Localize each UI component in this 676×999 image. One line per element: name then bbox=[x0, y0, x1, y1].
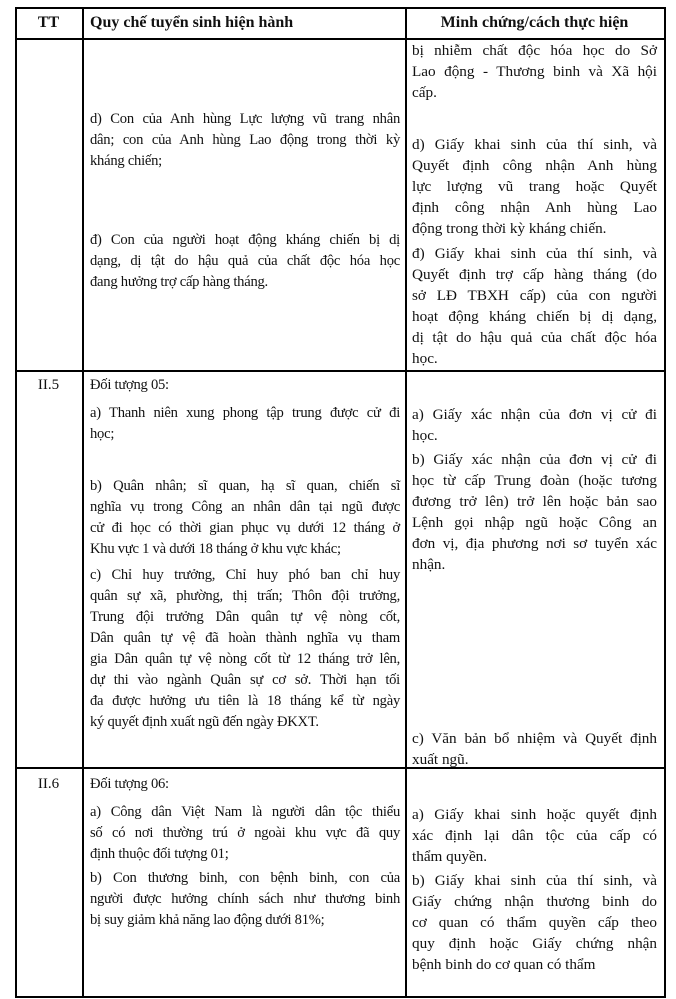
text-line: đ) Giấy khai sinh của thí sinh, và bbox=[412, 245, 657, 262]
regulation-paragraph bbox=[90, 774, 400, 795]
text-line: hoạt động kháng chiến bị dị dạng, bbox=[412, 308, 657, 325]
text-line: sở LĐ TBXH cấp) của con người bbox=[412, 287, 657, 304]
text-line: bệnh binh do cơ quan có thẩm bbox=[412, 956, 596, 973]
text-line: a) Công dân Việt Nam là người dân tộc thiểu bbox=[90, 804, 400, 820]
text-line: bị nhiễm chất độc hóa học do Sở bbox=[412, 42, 657, 59]
text-line: học từ cấp Trung đoàn (hoặc tương bbox=[412, 472, 657, 489]
text-line: b) Quân nhân; sĩ quan, hạ sĩ quan, chiến sĩ bbox=[90, 478, 400, 494]
text-line: bị suy giảm khả năng lao động dưới 81%; bbox=[90, 912, 325, 928]
table-border-right bbox=[664, 7, 666, 998]
text-line: b) Giấy xác nhận của đơn vị cử đi bbox=[412, 451, 657, 468]
text-line: dạng, dị tật do hậu quả của chất độc hóa học bbox=[90, 253, 400, 269]
text-line: cấp. bbox=[412, 84, 437, 101]
text-line: dị tật do hậu quả của chất độc hóa bbox=[412, 329, 657, 346]
regulation-paragraph bbox=[90, 375, 400, 396]
header-evidence: Minh chứng/cách thực hiện bbox=[440, 14, 629, 31]
evidence-paragraph bbox=[412, 870, 657, 975]
text-line: Đối tượng 05: bbox=[90, 377, 169, 393]
header-regulation: Quy chế tuyển sinh hiện hành bbox=[90, 14, 294, 31]
text-line: số có nơi thường trú ở ngoài khu vực đã quy bbox=[90, 825, 400, 841]
evidence-paragraph bbox=[412, 134, 657, 239]
text-line: Dân quân tự vệ đã hoàn thành nghĩa vụ tham bbox=[90, 630, 400, 646]
regulation-paragraph bbox=[90, 109, 400, 172]
regulation-paragraph bbox=[90, 403, 400, 445]
text-line: cơ quan có thẩm quyền cấp theo bbox=[412, 914, 657, 931]
text-line: ký quyết định xuất ngũ đến ngày ĐKXT. bbox=[90, 714, 319, 730]
text-line: đang hưởng trợ cấp hàng tháng. bbox=[90, 274, 268, 290]
text-line: quân sự xã, phường, thị trấn; Thôn đội trưởng, bbox=[90, 588, 400, 604]
text-line: Lao động - Thương binh và Xã hội bbox=[412, 63, 657, 80]
text-line: d) Giấy khai sinh của thí sinh, và bbox=[412, 136, 657, 153]
text-line: c) Văn bản bổ nhiệm và Quyết định bbox=[412, 730, 657, 747]
text-line: Đối tượng 06: bbox=[90, 776, 169, 792]
evidence-paragraph bbox=[412, 728, 657, 770]
text-line: học. bbox=[412, 427, 438, 444]
text-line: Trung đội trưởng Dân quân tự vệ nòng cốt, bbox=[90, 609, 400, 625]
evidence-paragraph bbox=[412, 40, 657, 103]
text-line: b) Con thương binh, con bệnh binh, con của bbox=[90, 870, 400, 886]
text-line: đương trở lên) trở lên hoặc bản sao bbox=[412, 493, 657, 510]
text-line: xuất ngũ. bbox=[412, 751, 469, 768]
text-line: người được hưởng chính sách như thương binh bbox=[90, 891, 400, 907]
regulation-paragraph bbox=[90, 565, 400, 733]
text-line: học. bbox=[412, 350, 438, 367]
table-border-bottom bbox=[15, 996, 665, 998]
text-line: Lệnh gọi nhập ngũ hoặc Công an bbox=[412, 514, 657, 531]
row-divider bbox=[15, 370, 665, 372]
text-line: gia Dân quân tự vệ nòng cốt từ 12 tháng trở lên, bbox=[90, 651, 400, 667]
text-line: b) Giấy khai sinh của thí sinh, và bbox=[412, 872, 657, 889]
text-line: học; bbox=[90, 426, 115, 442]
row-number: II.5 bbox=[37, 377, 60, 393]
regulation-paragraph bbox=[90, 230, 400, 293]
text-line: động trong thời kỳ kháng chiến. bbox=[412, 220, 607, 237]
text-line: định thuộc đối tượng 01; bbox=[90, 846, 229, 862]
row-number: II.6 bbox=[37, 776, 60, 792]
text-line: a) Giấy xác nhận của đơn vị cử đi bbox=[412, 406, 657, 423]
column-divider bbox=[405, 7, 407, 998]
text-line: thẩm quyền. bbox=[412, 848, 488, 865]
text-line: xác định lại dân tộc của cấp có bbox=[412, 827, 657, 844]
evidence-paragraph bbox=[412, 243, 657, 369]
text-line: c) Chỉ huy trưởng, Chỉ huy phó ban chỉ huy bbox=[90, 567, 400, 583]
text-line: lực lượng vũ trang hoặc Quyết bbox=[412, 178, 657, 195]
evidence-paragraph bbox=[412, 804, 657, 867]
regulation-paragraph bbox=[90, 868, 400, 931]
text-line: dự thi vào ngành Quân sự cơ sở. Thời hạn tối bbox=[90, 672, 400, 688]
table-border-left bbox=[15, 7, 17, 998]
text-line: quy định hoặc Giấy chứng nhận bbox=[412, 935, 657, 952]
regulation-paragraph bbox=[90, 476, 400, 560]
evidence-paragraph bbox=[412, 404, 657, 446]
text-line: đ) Con của người hoạt động kháng chiến bị dị bbox=[90, 232, 400, 248]
text-line: dân; con của Anh hùng Lao động trong thời kỳ bbox=[90, 132, 400, 148]
header-tt: TT bbox=[37, 14, 60, 31]
text-line: nghĩa vụ trong Công an nhân dân tại ngũ được bbox=[90, 499, 400, 515]
text-line: định công nhận Anh hùng Lao bbox=[412, 199, 657, 216]
evidence-paragraph bbox=[412, 449, 657, 575]
column-divider bbox=[82, 7, 84, 998]
text-line: Quyết định trợ cấp hàng tháng (do bbox=[412, 266, 657, 283]
text-line: đa được hưởng ưu tiên là 18 tháng kể từ ngày bbox=[90, 693, 400, 709]
text-line: nhận. bbox=[412, 556, 446, 573]
text-line: Khu vực 1 và dưới 18 tháng ở khu vực khác; bbox=[90, 541, 341, 557]
text-line: Giấy chứng nhận thương binh do bbox=[412, 893, 657, 910]
text-line: d) Con của Anh hùng Lực lượng vũ trang nhân bbox=[90, 111, 400, 127]
text-line: a) Thanh niên xung phong tập trung được cử đi bbox=[90, 405, 400, 421]
text-line: kháng chiến; bbox=[90, 153, 162, 169]
text-line: cử đi học có thời gian phục vụ dưới 12 tháng ở bbox=[90, 520, 400, 536]
text-line: Quyết định công nhận Anh hùng bbox=[412, 157, 657, 174]
text-line: a) Giấy khai sinh hoặc quyết định bbox=[412, 806, 657, 823]
text-line: đơn vị, địa phương nơi sơ tuyển xác bbox=[412, 535, 657, 552]
regulation-paragraph bbox=[90, 802, 400, 865]
